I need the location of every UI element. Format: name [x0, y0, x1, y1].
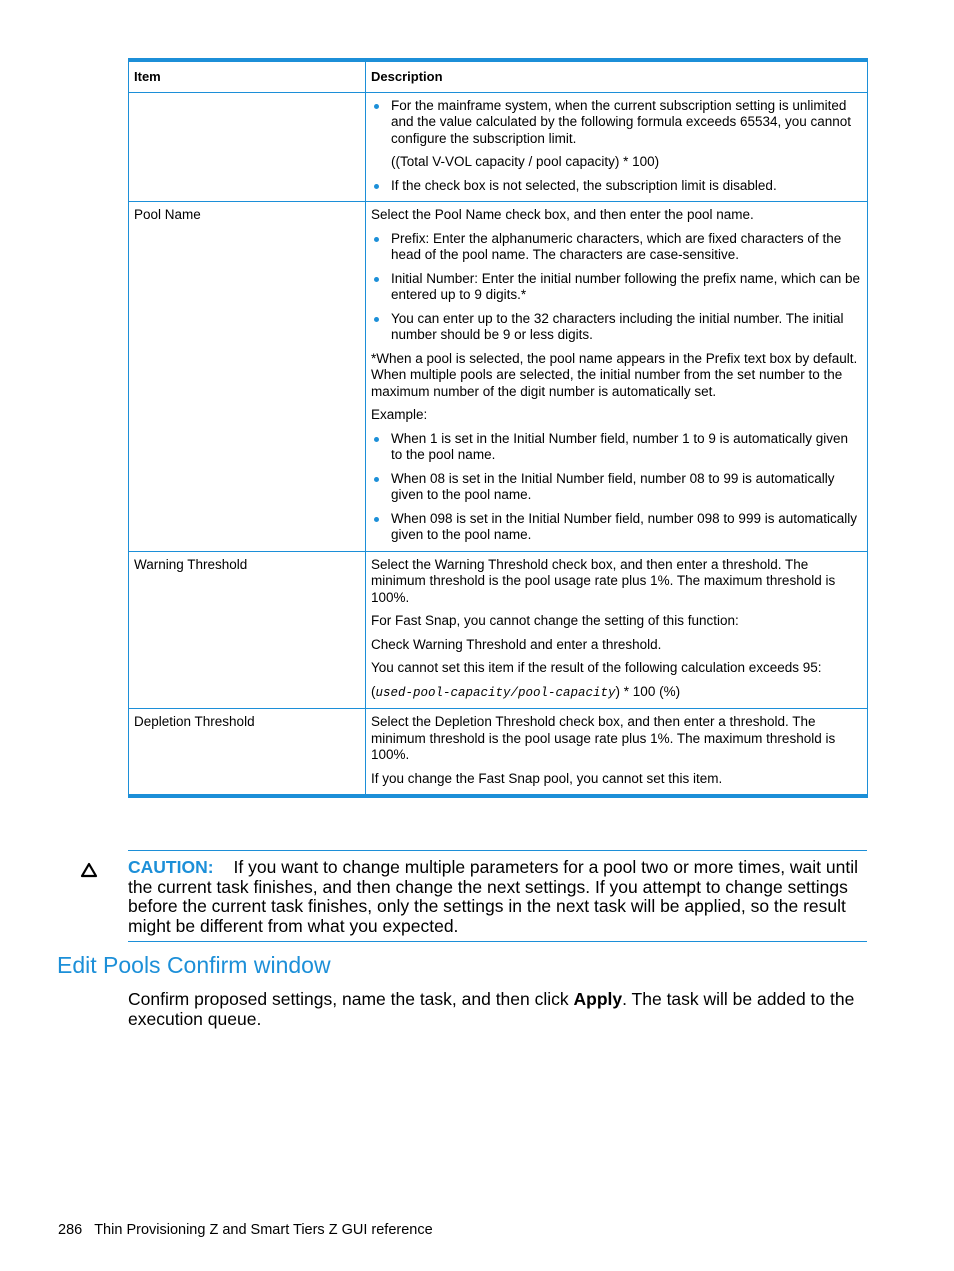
table-row: [129, 92, 868, 202]
list-item: When 098 is set in the Initial Number field, number 098 to 999 is automatically given to the pool name.: [371, 511, 862, 544]
paragraph: For Fast Snap, you cannot change the setting of this function:: [371, 613, 739, 628]
list-item: For the mainframe system, when the current subscription setting is unlimited and the value calculated by the following formula exceeds 65534, you cannot configure the subscription limit.: [371, 98, 862, 148]
caution-label: CAUTION:: [128, 857, 214, 877]
table-cell-description: [366, 202, 868, 552]
page-number: 286: [58, 1222, 83, 1238]
paragraph: Select the Depletion Threshold check box, and then enter a threshold. The minimum threshold is the pool usage rate plus 1%. The maximum threshold is 100%.: [371, 714, 836, 762]
paragraph: Check Warning Threshold and enter a threshold.: [371, 636, 662, 652]
list-item: Initial Number: Enter the initial number following the prefix name, which can be entered up to 9 digits.*: [371, 271, 862, 304]
section-heading: Edit Pools Confirm window: [57, 952, 331, 978]
paragraph: If you change the Fast Snap pool, you cannot set this item.: [371, 770, 723, 786]
bullet-icon: [374, 437, 379, 442]
caution-text: If you want to change multiple parameters for a pool two or more times, wait until the current task finishes, and then change the next settings. If you attempt to change settings before the current task finishes, only the settings in the next task will be applied, so the result might be different from what you expected.: [128, 857, 859, 936]
table-row: [129, 709, 868, 795]
list-item: When 1 is set in the Initial Number field, number 1 to 9 is automatically given to the pool name.: [371, 431, 862, 464]
column-header-description: Description: [366, 62, 868, 93]
table-cell-item: Pool Name: [129, 202, 366, 552]
caution-note: [128, 850, 867, 942]
list-item: Prefix: Enter the alphanumeric characters, which are fixed characters of the head of the pool name. The characters are case-sensitive.: [371, 231, 862, 264]
bullet-icon: [374, 104, 379, 109]
bullet-icon: [374, 477, 379, 482]
list-item: When 08 is set in the Initial Number field, number 08 to 99 is automatically given to the pool name.: [371, 471, 862, 504]
formula-text: ((Total V-VOL capacity / pool capacity) * 100): [391, 154, 660, 169]
bullet-icon: [374, 277, 379, 282]
table-cell-item: [129, 92, 366, 202]
table-cell-item: Depletion Threshold: [129, 709, 366, 795]
table-cell-description: [366, 92, 868, 202]
paragraph: *When a pool is selected, the pool name appears in the Prefix text box by default. When multiple pools are selected, the initial number from the set number to the maximum number of the digit number is automatically set.: [371, 350, 858, 399]
section-body: Confirm proposed settings, name the task, and then click Apply. The task will be added to the execution queue.: [128, 989, 855, 1029]
page-footer: [58, 1222, 433, 1238]
bullet-icon: [374, 517, 379, 522]
bullet-icon: [374, 184, 379, 189]
paragraph: You cannot set this item if the result of the following calculation exceeds 95:: [371, 660, 822, 675]
formula-text: (used-pool-capacity/pool-capacity) * 100 (%): [371, 683, 681, 700]
parameters-table: [128, 58, 868, 798]
apply-emphasis: Apply: [573, 989, 623, 1009]
footer-title: Thin Provisioning Z and Smart Tiers Z GUI reference: [94, 1222, 433, 1238]
paragraph: Example:: [371, 407, 428, 422]
table-header-row: [129, 62, 868, 93]
bullet-icon: [374, 237, 379, 242]
code-text: used-pool-capacity/pool-capacity: [375, 685, 616, 700]
table-cell-item: Warning Threshold: [129, 551, 366, 709]
paragraph: Select the Pool Name check box, and then enter the pool name.: [371, 207, 754, 222]
bullet-icon: [374, 317, 379, 322]
caution-triangle-icon: [80, 862, 98, 878]
table-cell-description: [366, 551, 868, 709]
column-header-item: Item: [129, 62, 366, 93]
paragraph: Select the Warning Threshold check box, and then enter a threshold. The minimum threshold is the pool usage rate plus 1%. The maximum threshold is 100%.: [371, 556, 836, 605]
list-item: You can enter up to the 32 characters including the initial number. The initial number should be 9 or less digits.: [371, 311, 862, 344]
table-row: [129, 202, 868, 552]
table-cell-description: [366, 709, 868, 795]
list-item: If the check box is not selected, the subscription limit is disabled.: [371, 178, 862, 195]
table-row: [129, 551, 868, 709]
